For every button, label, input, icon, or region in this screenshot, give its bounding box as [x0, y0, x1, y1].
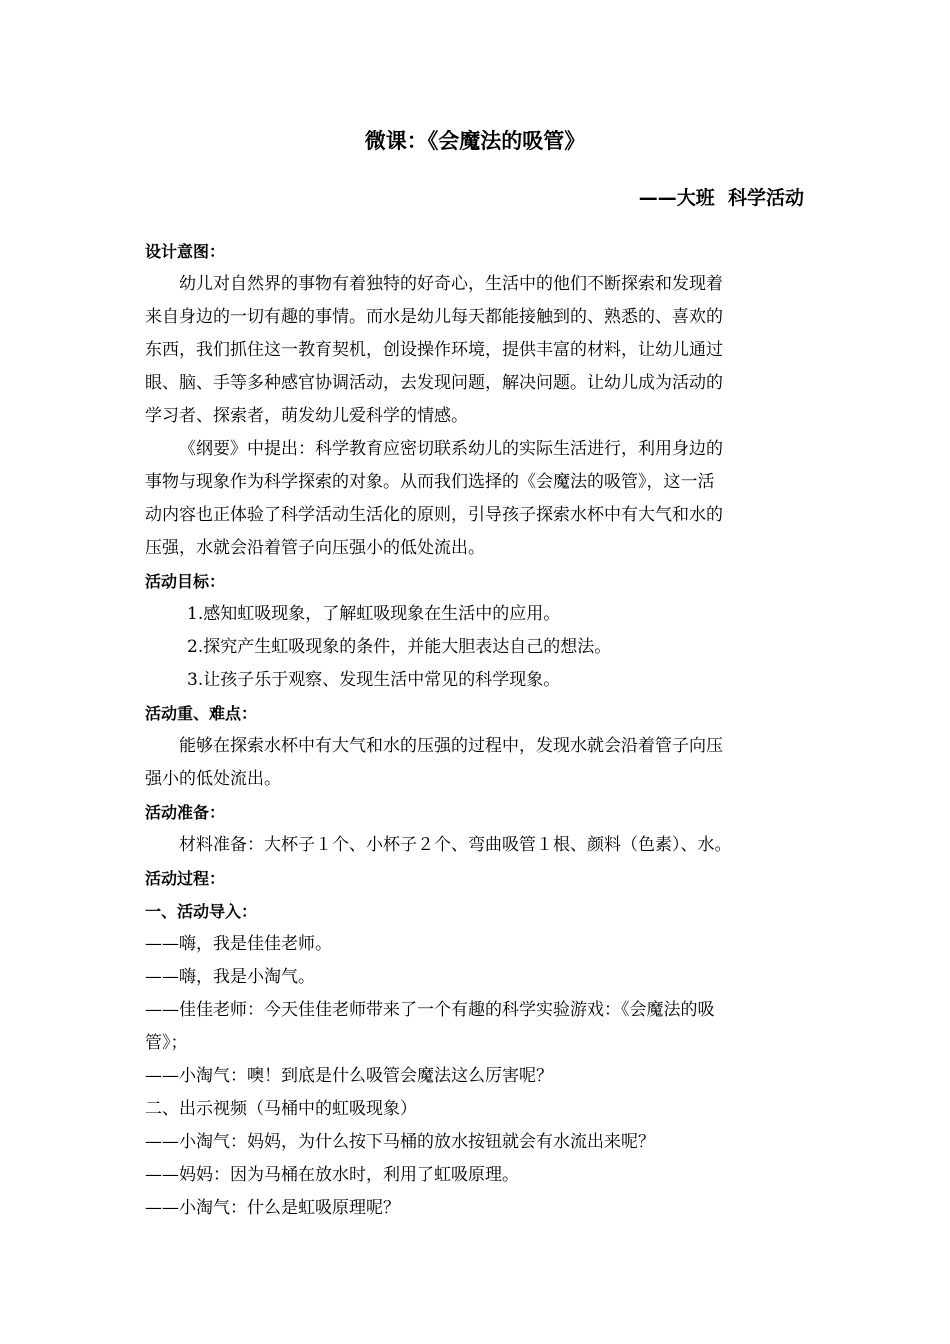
document-body — [145, 235, 805, 1225]
section-heading-intro: 一、活动导入： — [145, 902, 258, 921]
paragraph-line: 事物与现象作为科学探索的对象。从而我们选择的《会魔法的吸管》，这一活 — [145, 472, 715, 492]
section-heading-video: 二、出示视频（马桶中的虹吸现象） — [145, 1099, 417, 1119]
heading-preparation: 活动准备： — [145, 803, 226, 822]
paragraph-line: 眼、脑、手等多种感官协调活动，去发现问题，解决问题。让幼儿成为活动的 — [145, 373, 723, 393]
heading-design-intent: 设计意图： — [145, 242, 226, 261]
dialog-line: ——小淘气：什么是虹吸原理呢？ — [145, 1198, 400, 1218]
paragraph-line: 来自身边的一切有趣的事情。而水是幼儿每天都能接触到的、熟悉的、喜欢的 — [145, 307, 723, 327]
dialog-line: ——妈妈：因为马桶在放水时，利用了虹吸原理。 — [145, 1165, 519, 1185]
paragraph-line: 压强，水就会沿着管子向压强小的低处流出。 — [145, 538, 485, 558]
paragraph-line: 《纲要》中提出：科学教育应密切联系幼儿的实际生活进行，利用身边的 — [179, 439, 723, 459]
dialog-line: ——小淘气：噢！到底是什么吸管会魔法这么厉害呢？ — [145, 1066, 553, 1086]
document-title: 微课：《会魔法的吸管》 — [364, 129, 586, 153]
dialog-line: ——嗨，我是小淘气。 — [145, 967, 315, 987]
goal-item: 1.感知虹吸现象，了解虹吸现象在生活中的应用。 — [187, 604, 561, 624]
dialog-line: 管》； — [145, 1033, 188, 1053]
dialog-line: ——嗨，我是佳佳老师。 — [145, 934, 332, 954]
heading-key-points: 活动重、难点： — [145, 704, 258, 723]
goal-item: 3.让孩子乐于观察、发现生活中常见的科学现象。 — [187, 670, 561, 690]
document-subtitle: ——大班 科学活动 — [638, 187, 804, 209]
dialog-line: ——小淘气：妈妈，为什么按下马桶的放水按钮就会有水流出来呢？ — [145, 1132, 655, 1152]
paragraph-line: 幼儿对自然界的事物有着独特的好奇心，生活中的他们不断探索和发现着 — [179, 274, 723, 294]
heading-process: 活动过程： — [145, 869, 226, 888]
paragraph-line: 动内容也正体验了科学活动生活化的原则，引导孩子探索水杯中有大气和水的 — [145, 505, 723, 525]
paragraph-line: 东西，我们抓住这一教育契机，创设操作环境，提供丰富的材料，让幼儿通过 — [145, 340, 723, 360]
paragraph-line: 强小的低处流出。 — [145, 769, 281, 789]
goal-item: 2.探究产生虹吸现象的条件，并能大胆表达自己的想法。 — [187, 637, 612, 657]
paragraph-line: 材料准备：大杯子１个、小杯子２个、弯曲吸管１根、颜料（色素）、水。 — [179, 835, 732, 855]
heading-goals: 活动目标： — [145, 572, 226, 591]
paragraph-line: 学习者、探索者，萌发幼儿爱科学的情感。 — [145, 406, 468, 426]
paragraph-line: 能够在探索水杯中有大气和水的压强的过程中，发现水就会沿着管子向压 — [179, 736, 723, 756]
dialog-line: ——佳佳老师：今天佳佳老师带来了一个有趣的科学实验游戏：《会魔法的吸 — [145, 1000, 715, 1020]
